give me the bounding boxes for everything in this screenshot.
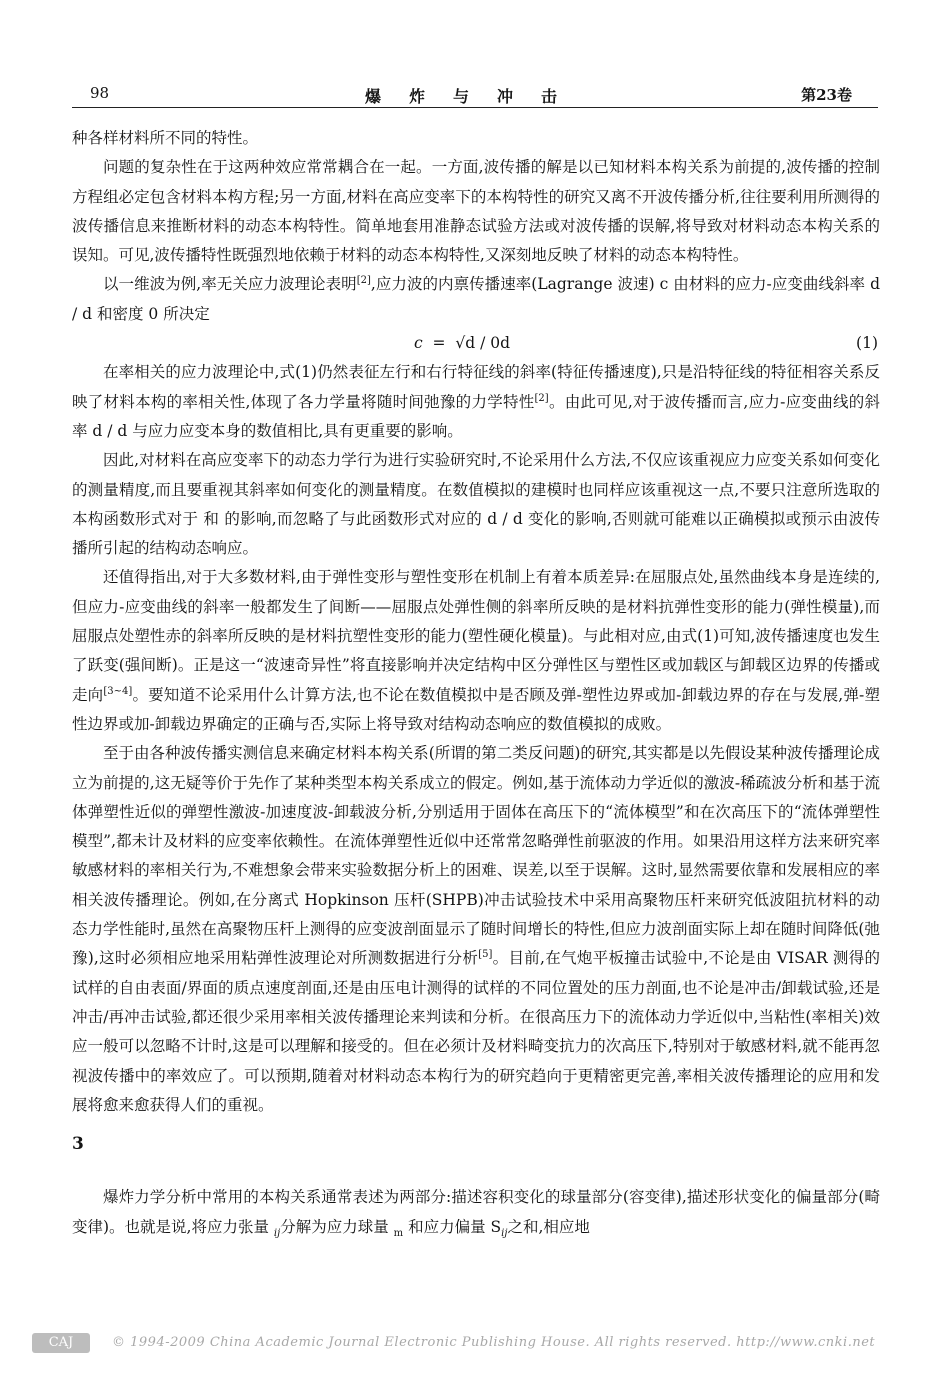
publisher-logo: CAJ [32,1333,90,1353]
paragraph [72,739,880,1120]
equation-lhs: c [414,334,423,353]
paragraph-text: 爆炸力学分析中常用的本构关系通常表述为两部分:描述容积变化的球量部分(容变律),描述形状变化的偏量部分(畸变律)。也就是说,将应力张量 [72,1188,880,1236]
equation [72,329,880,358]
citation: [3~4] [103,685,133,697]
header-rule [72,107,878,108]
paragraph-text: 分解为应力球量 [280,1217,394,1236]
subscript: ij [273,1227,281,1239]
journal-title: 爆炸与冲击 [364,87,585,106]
paragraph-text: 以一维波为例,率无关应力波理论表明 [103,275,357,294]
paragraph-text: 。要知道不论采用什么计算方法,也不论在数值模拟中是否顾及弹-塑性边界或加-卸载边界的存在与发展,弹-塑性边界或加-卸载边界确定的正确与否,实际上将导致对结构动态响应的数值模拟的成败。 [72,685,880,733]
paragraph-text: 和应力偏量 S [403,1217,502,1236]
paragraph [72,358,880,446]
equation-number: (1) [856,334,878,353]
citation: [5] [478,949,493,961]
section-number: 3 [72,1134,84,1155]
copyright-notice: © 1994-2009 China Academic Journal Electronic Publishing House. All rights reserved. http://www.cnki.net [112,1335,876,1350]
page-header [72,84,878,108]
subscript: ij [501,1227,508,1239]
subscript: m [393,1227,404,1239]
page-number: 98 [90,84,110,102]
citation: [2] [356,275,371,287]
paragraph-text: ,应力波的内禀传播速率(Lagrange 波速) c 由材料的应力-应变曲线斜率 d / d 和密度 0 所决定 [72,275,880,323]
equation-equals: = [432,334,446,353]
paragraph [72,270,880,329]
citation: [2] [534,392,549,404]
equation-body [414,329,510,358]
paragraph [72,563,880,739]
paragraph-text: 之和,相应地 [507,1217,590,1236]
paragraph-text: 在率相关的应力波理论中,式(1)仍然表征左行和右行特征线的斜率(特征传播速度),只是沿特征线的特征相容关系反映了材料本构的率相关性,体现了各力学量将随时间弛豫的力学特性 [72,363,880,411]
paragraph-text: 至于由各种波传播实测信息来确定材料本构关系(所谓的第二类反问题)的研究,其实都是以先假设某种波传播理论成立为前提的,这无疑等价于先作了某种类型本构关系成立的假定。例如,基于流体动力学近似的激波-稀疏波分析和基于流体弹塑性近似的弹塑性激波-加速度波-卸载波分析,分别适用于固体在高压下的“流体模型”和在次高压下的“流体弹塑性模型”,都未计及材料的应变率依赖性。在流体弹塑性近似中还常常忽略弹性前驱波的作用。如果沿用这样方法来研究率敏感材料的率相关行为,不难想象会带来实验数据分析上的困难、误差,以至于误解。这时,显然需要依靠和发展相应的率相关波传播理论。例如,在分离式 Hopkinson 压杆(SHPB)冲击试验技术中采用高聚物压杆来研究低波阻抗材料的动态力学性能时,虽然在高聚物压杆上测得的应变波剖面显示了随时间增长的特性,但应力波剖面实际上却在随时间降低(弛豫),这时必须相应地采用粘弹性波理论对所测数据进行分析 [72,744,880,968]
paragraph-text: 还值得指出,对于大多数材料,由于弹性变形与塑性变形在机制上有着本质差异:在屈服点处,虽然曲线本身是连续的,但应力-应变曲线的斜率一般都发生了间断——屈服点处弹性侧的斜率所反映的是材料抗弹性变形的能力(弹性模量),而屈服点处塑性赤的斜率所反映的是材料抗塑性变形的能力(塑性硬化模量)。与此相对应,由式(1)可知,波传播速度也发生了跃变(强间断)。正是这一“波速奇异性”将直接影响并决定结构中区分弹性区与塑性区或加载区与卸载区边界的传播或走向 [72,568,880,704]
page-footer [32,1333,912,1355]
equation-rhs: √d / 0d [455,334,511,353]
paragraph [72,1183,880,1248]
article-body [72,124,880,1248]
paragraph: 问题的复杂性在于这两种效应常常耦合在一起。一方面,波传播的解是以已知材料本构关系为前提的,波传播的控制方程组必定包含材料本构方程;另一方面,材料在高应变率下的本构特性的研究又离不开波传播分析,往往要利用所测得的波传播信息来推断材料的动态本构特性。简单地套用准静态试验方法或对波传播的误解,将导致对材料动态本构关系的误知。可见,波传播特性既强烈地依赖于材料的动态本构特性,又深刻地反映了材料的动态本构特性。 [72,158,880,265]
paragraph: 因此,对材料在高应变率下的动态力学行为进行实验研究时,不论采用什么方法,不仅应该重视应力应变关系如何变化的测量精度,而且要重视其斜率如何变化的测量精度。在数值模拟的建模时也同样应该重视这一点,不要只注意所选取的本构函数形式对于 和 的影响,而忽略了与此函数形式对应的 d / d 变化的影响,否则就可能难以正确模拟或预示由波传播所引起的结构动态响应。 [72,451,880,558]
paragraph: 种各样材料所不同的特性。 [72,129,259,147]
volume-label: 第23卷 [801,86,852,104]
paragraph-text: 。目前,在气炮平板撞击试验中,不论是由 VISAR 测得的试样的自由表面/界面的质点速度剖面,还是由压电计测得的试样的不同位置处的压力剖面,也不论是冲击/卸载试验,还是冲击/再冲击试验,都还很少采用率相关波传播理论来判读和分析。在很高压力下的流体动力学近似中,当粘性(率相关)效应一般可以忽略不计时,这是可以理解和接受的。但在必须计及材料畸变抗力的次高压下,特别对于敏感材料,就不能再忽视波传播中的率效应了。可以预期,随着对材料动态本构行为的研究趋向于更精密更完善,率相关波传播理论的应用和发展将愈来愈获得人们的重视。 [72,949,880,1114]
paragraph-text: 。由此可见,对于波传播而言,应力-应变曲线的斜率 d / d 与应力应变本身的数值相比,具有更重要的影响。 [72,392,881,440]
